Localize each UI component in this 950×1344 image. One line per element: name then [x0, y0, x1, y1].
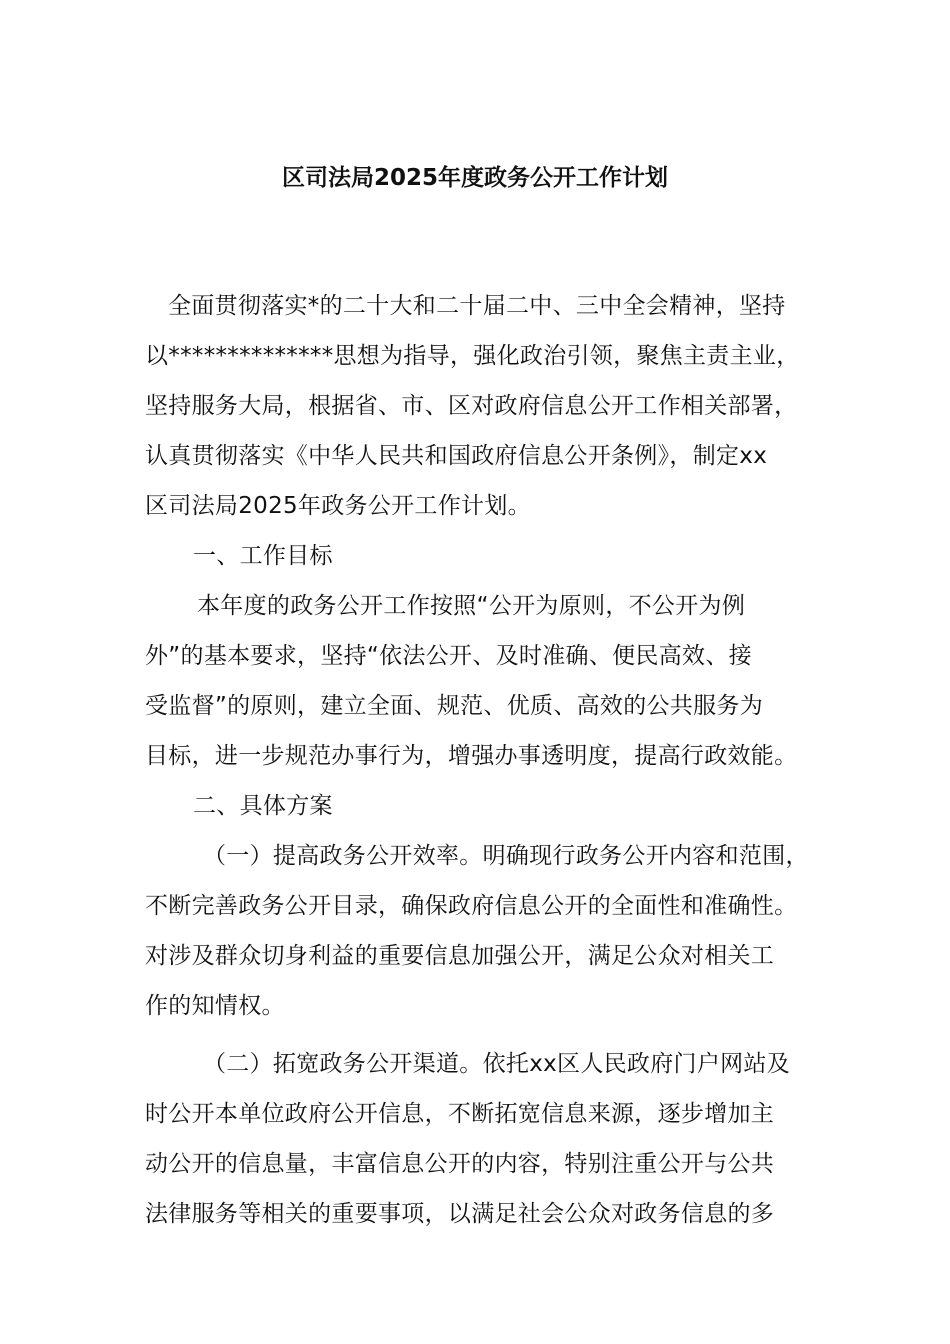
- paragraph-line: 区司法局2025年政务公开工作计划。: [145, 493, 531, 519]
- paragraph-line: 以**************思想为指导，强化政治引领，聚焦主责主业，: [145, 343, 800, 369]
- paragraph-line: 不断完善政务公开目录，确保政府信息公开的全面性和准确性。: [145, 893, 798, 919]
- paragraph-line: 本年度的政务公开工作按照“公开为原则，不公开为例: [197, 593, 746, 619]
- paragraph-line: 时公开本单位政府公开信息，不断拓宽信息来源，逐步增加主: [145, 1101, 775, 1127]
- paragraph-line: 坚持服务大局，根据省、市、区对政府信息公开工作相关部署，: [145, 393, 798, 419]
- document-body: [145, 281, 815, 1239]
- paragraph-line: 法律服务等相关的重要事项，以满足社会公众对政务信息的多: [145, 1201, 775, 1227]
- paragraph-line: 作的知情权。: [145, 993, 285, 1019]
- paragraph-line: 全面贯彻落实*的二十大和二十届二中、三中全会精神，坚持: [168, 293, 786, 319]
- paragraph-line: 动公开的信息量，丰富信息公开的内容，特别注重公开与公共: [145, 1151, 775, 1177]
- section-heading-plan: 二、具体方案: [193, 793, 333, 819]
- paragraph-line: 受监督”的原则，建立全面、规范、优质、高效的公共服务为: [145, 693, 764, 719]
- document-title: 区司法局2025年度政务公开工作计划: [281, 165, 668, 191]
- paragraph-line: （一）提高政务公开效率。明确现行政务公开内容和范围，: [203, 843, 809, 869]
- paragraph-line: 认真贯彻落实《中华人民共和国政府信息公开条例》，制定xx: [145, 443, 768, 469]
- paragraph-line: 外”的基本要求，坚持“依法公开、及时准确、便民高效、接: [145, 643, 752, 669]
- paragraph-line: 对涉及群众切身利益的重要信息加强公开，满足公众对相关工: [145, 943, 775, 969]
- paragraph-line: 目标，进一步规范办事行为，增强办事透明度，提高行政效能。: [145, 743, 798, 769]
- paragraph-line: （二）拓宽政务公开渠道。依托xx区人民政府门户网站及: [203, 1051, 791, 1077]
- paragraph-gap: [145, 1031, 815, 1039]
- section-heading-goals: 一、工作目标: [193, 543, 333, 569]
